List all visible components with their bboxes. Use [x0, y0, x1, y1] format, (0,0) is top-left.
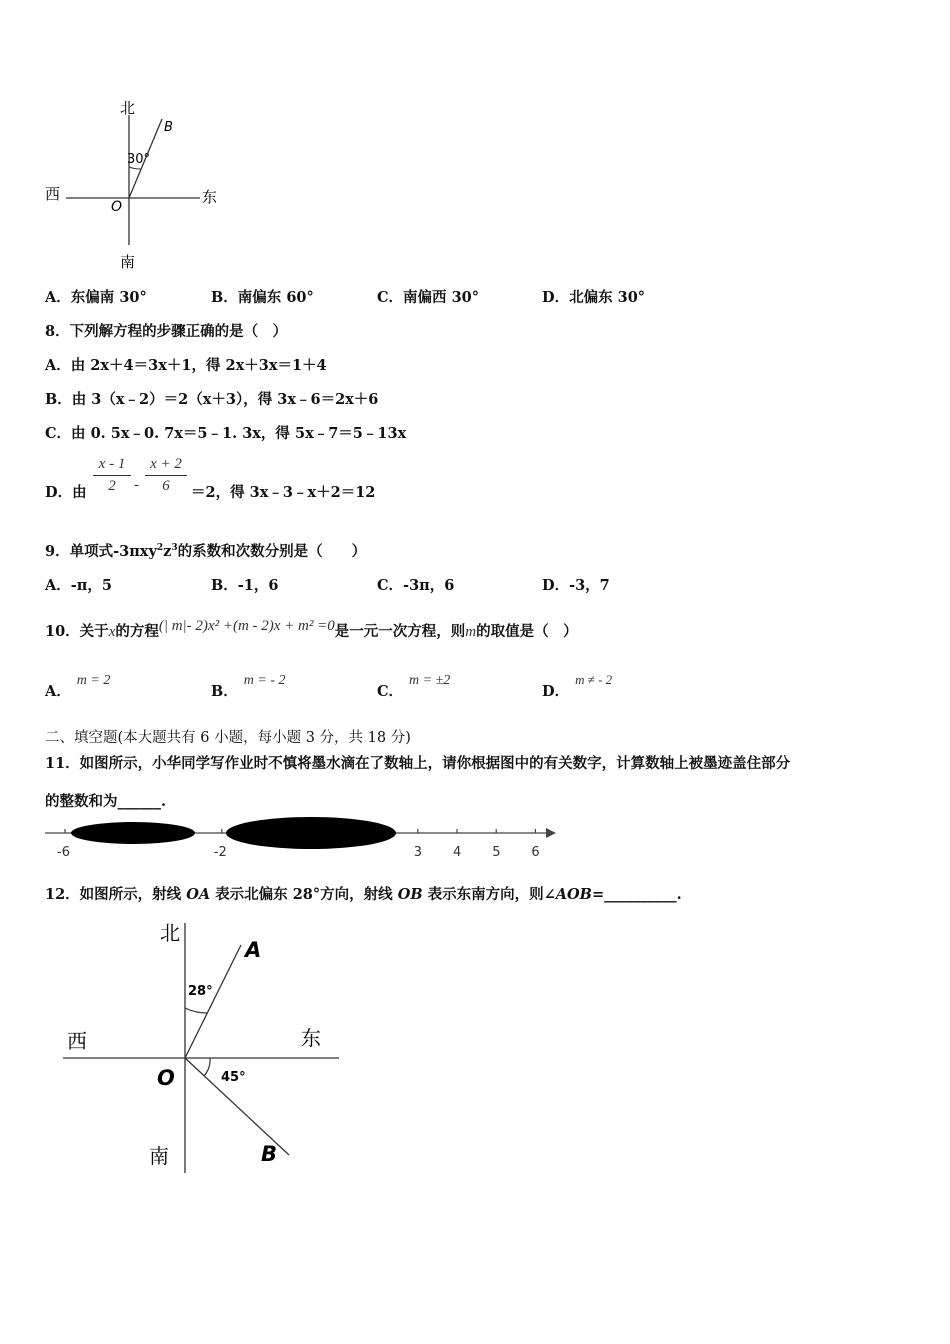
q11-line-1: 11．如图所示，小华同学写作业时不慎将墨水滴在了数轴上，请你根据图中的有关数字，计算数轴上被墨迹盖住部分 [45, 755, 791, 772]
section-heading: 二、填空题(本大题共有 6 小题，每小题 3 分，共 18 分) [45, 730, 411, 746]
q8-fraction-2: x + 2 6 [145, 456, 187, 495]
west-label: 西 [67, 1029, 87, 1053]
q9-stem: 9．单项式$-3\pi xy^2z^3$的系数和次数分别是（ ） [45, 543, 367, 560]
south-label: 南 [149, 1144, 169, 1168]
q8-option-b: B．由 3（x﹣2）＝2（x＋3），得 3x﹣6＝2x＋6 [45, 391, 379, 408]
q10-option-b: B．m = - 2 [211, 673, 286, 700]
q10-option-d: D．m ≠ - 2 [542, 672, 613, 700]
q7-option-b: B．南偏东 60° [211, 289, 314, 306]
angle-a-label: 28° [188, 984, 213, 999]
q9-option-a: A．-π，5 [45, 577, 112, 594]
q8-fraction-1: x - 1 2 [93, 456, 131, 495]
ray-b-label: B [164, 120, 173, 135]
number-line-tick-label: -2 [213, 845, 227, 860]
south-label: 南 [120, 253, 136, 271]
number-line-tick-label: -6 [57, 845, 70, 860]
q8-option-c: C．由 0. 5x﹣0. 7x＝5﹣1. 3x，得 5x﹣7＝5﹣13x [45, 425, 407, 442]
q10-stem: 10．关于x的方程(| m|- 2)x² +(m - 2)x + m² =0是一元一次方程，则m的取值是（ ） [45, 618, 578, 640]
angle-b-label: 45° [221, 1070, 246, 1085]
origin-label: O [111, 199, 123, 215]
q7-option-c: C．南偏西 30° [377, 289, 480, 306]
q12-stem: 12．如图所示，射线 OA 表示北偏东 28°方向，射线 OB 表示东南方向，则∠AOB=__________. [45, 886, 682, 903]
north-label: 北 [120, 99, 136, 117]
east-label: 东 [301, 1026, 321, 1050]
ray-b-label: B [261, 1142, 278, 1166]
compass-figure-q12 [55, 915, 355, 1185]
ink-blot-right [226, 817, 396, 849]
number-line-tick-label: 5 [492, 845, 501, 860]
q9-option-d: D．-3，7 [542, 577, 610, 594]
angle-label: 30° [127, 152, 151, 167]
east-label: 东 [202, 188, 218, 206]
q8-minus: - [134, 477, 139, 493]
ink-blot-left [71, 822, 195, 844]
q10-option-a: A．m = 2 [45, 673, 111, 700]
number-line [40, 815, 570, 863]
q8-option-a: A．由 2x＋4＝3x＋1，得 2x＋3x＝1＋4 [45, 357, 327, 374]
q7-option-a: A．东偏南 30° [45, 289, 147, 306]
q11-line-2: 的整数和为______. [45, 793, 167, 810]
number-line-tick-label: 4 [453, 845, 462, 860]
compass-figure-q7 [40, 95, 240, 275]
q8-option-d-suffix: ＝2，得 3x﹣3﹣x＋2＝12 [191, 484, 376, 501]
q9-option-b: B．-1，6 [211, 577, 279, 594]
number-line-tick-label: 3 [413, 845, 423, 860]
q8-stem: 8．下列解方程的步骤正确的是（ ） [45, 323, 288, 340]
origin-label: O [157, 1066, 175, 1090]
q8-option-d-prefix: D．由 [45, 484, 87, 501]
north-label: 北 [160, 921, 180, 945]
q7-option-d: D．北偏东 30° [542, 289, 646, 306]
q9-option-c: C．-3π，6 [377, 577, 455, 594]
west-label: 西 [45, 185, 61, 203]
ray-a-label: A [245, 938, 262, 962]
q10-option-c: C．m = ±2 [377, 673, 451, 700]
number-line-tick-label: 6 [531, 845, 540, 860]
